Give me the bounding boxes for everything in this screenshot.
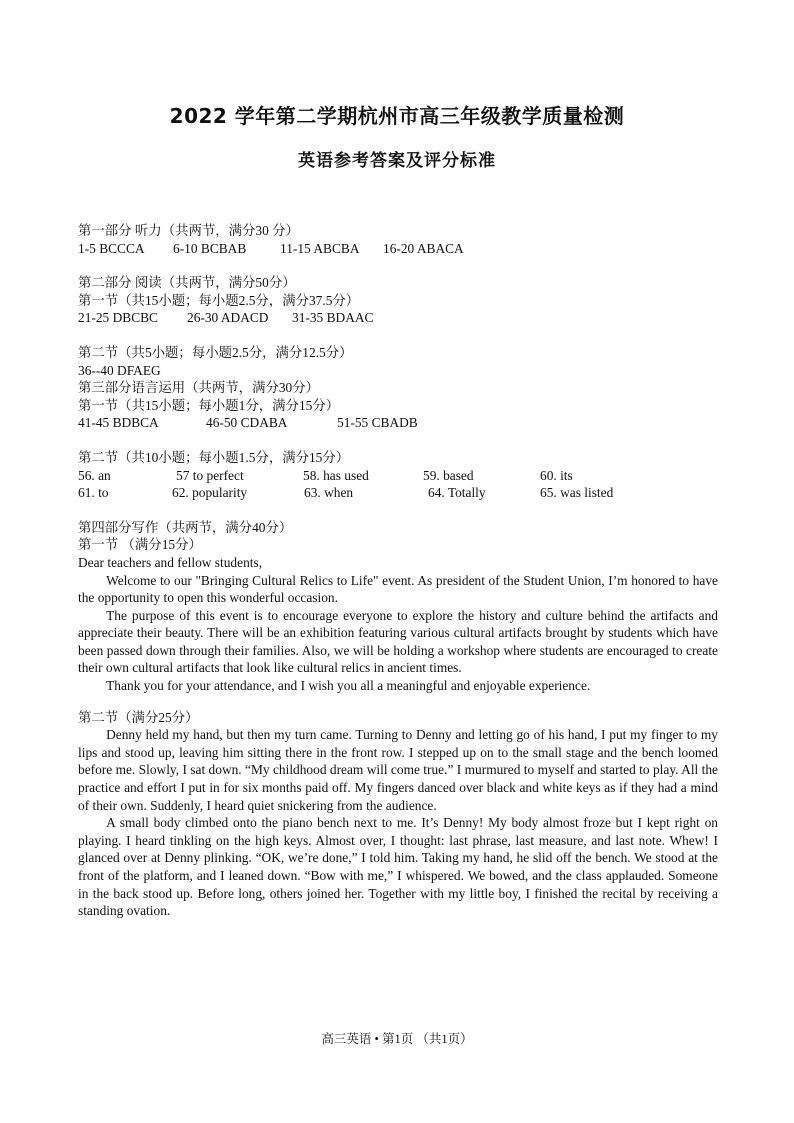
answer-group: 11-15 ABCBA (280, 240, 360, 256)
part3-section1-answers (78, 414, 718, 432)
answer-group: 46-50 CDABA (206, 415, 288, 431)
answer-group: 16-20 ABACA (383, 240, 464, 256)
essay2-paragraph: A small body climbed onto the piano bench next to me. It’s Denny! My body almost froze but I kept right on playing. I heard tinkling on the high keys. Almost over, I thought: last phrase, last measure, and last note. Whew! I glanced over at Denny plinking. “OK, we’re done,” I told him. Taking my hand, he slid off the bench. We stood at the front of the platform, and I leaned down. “Bow with me,” I whispered. We bowed, and the class applauded. Someone in the back stood up. Before long, others joined her. Together with my little boy, I finished the recital by receiving a standing ovation. (78, 815, 718, 919)
answer-content (78, 222, 718, 920)
essay1-paragraph: Welcome to our "Bringing Cultural Relics to Life" event. As president of the Student Union, I’m honored to have the opportunity to open this wonderful occasion. (78, 572, 718, 606)
blank-answer: 63. when (304, 485, 354, 501)
answer-group: 26-30 ADACD (187, 310, 269, 326)
answer-group: 6-10 BCBAB (173, 240, 247, 256)
page-subtitle: 英语参考答案及评分标准 (298, 151, 496, 171)
essay1-paragraph: Thank you for your attendance, and I wish you all a meaningful and enjoyable experience. (106, 678, 591, 694)
essay2-paragraph: Denny held my hand, but then my turn came. Turning to Denny and letting go of his hand, I put my finger to my lips and stood up, leaving him sitting there in the front row. I stepped up on to the small stage and the bench loomed before me. Slowly, I sat down. “My childhood dream will come true.” I murmured to myself and started to play. All the practice and effort I put in for six months paid off. My fingers danced over black and white keys as if they had a mind of their own. Suddenly, I heard quiet snickering from the audience. (78, 727, 718, 813)
page-title: 2022 学年第二学期杭州市高三年级教学质量检测 (169, 104, 625, 128)
page-footer: 高三英语 • 第1页 （共1页） (321, 1032, 473, 1046)
part2-section2-heading: 第二节（共5小题；每小题2.5分，满分12.5分） (78, 344, 353, 360)
part4-heading: 第四部分写作（共两节，满分40分） (78, 519, 293, 535)
blank-answer: 60. its (540, 467, 573, 483)
part2-section1-heading: 第一节（共15小题；每小题2.5分，满分37.5分） (78, 292, 360, 308)
part4-section1-heading: 第一节 （满分15分） (78, 537, 202, 553)
blank-answer: 59. based (423, 467, 474, 483)
part1-heading: 第一部分 听力（共两节，满分30 分） (78, 223, 299, 238)
blank-answer: 57 to perfect (176, 467, 244, 483)
answer-group: 51-55 CBADB (337, 415, 418, 431)
part3-section2-row1 (78, 467, 718, 485)
part4-section2-heading: 第二节（满分25分） (78, 709, 199, 725)
answer-group: 31-35 BDAAC (292, 310, 374, 326)
part3-section1-heading: 第一节（共15小题；每小题1分，满分15分） (78, 397, 340, 413)
blank-answer: 62. popularity (172, 485, 248, 501)
blank-answer: 56. an (78, 467, 111, 483)
part2-heading: 第二部分 阅读（共两节，满分50分） (78, 275, 296, 291)
part3-section2-row2 (78, 484, 718, 502)
blank-answer: 61. to (78, 485, 109, 501)
blank-answer: 64. Totally (428, 485, 486, 501)
part3-heading: 第三部分语言运用（共两节，满分30分） (78, 380, 320, 396)
essay1-paragraph: The purpose of this event is to encourage everyone to explore the history and culture behind the artifacts and appreciate their beauty. There will be an exhibition featuring various cultural artifacts brought by students which have been passed down through their families. Also, we will be holding a workshop where students are encouraged to create their own cultural artifacts that look like cultural relics in ancient times. (78, 607, 718, 676)
blank-answer: 58. has used (303, 467, 369, 483)
part3-section2-heading: 第二节（共10小题；每小题1.5分，满分15分） (78, 449, 350, 465)
answer-group: 21-25 DBCBC (78, 310, 158, 326)
answer-group: 1-5 BCCCA (78, 240, 145, 256)
part1-answers (78, 240, 718, 258)
essay1-salutation: Dear teachers and fellow students, (78, 554, 263, 570)
part2-section2-answers: 36--40 DFAEG (78, 362, 161, 378)
part2-section1-answers (78, 309, 718, 327)
blank-answer: 65. was listed (540, 485, 614, 501)
answer-group: 41-45 BDBCA (78, 415, 159, 431)
